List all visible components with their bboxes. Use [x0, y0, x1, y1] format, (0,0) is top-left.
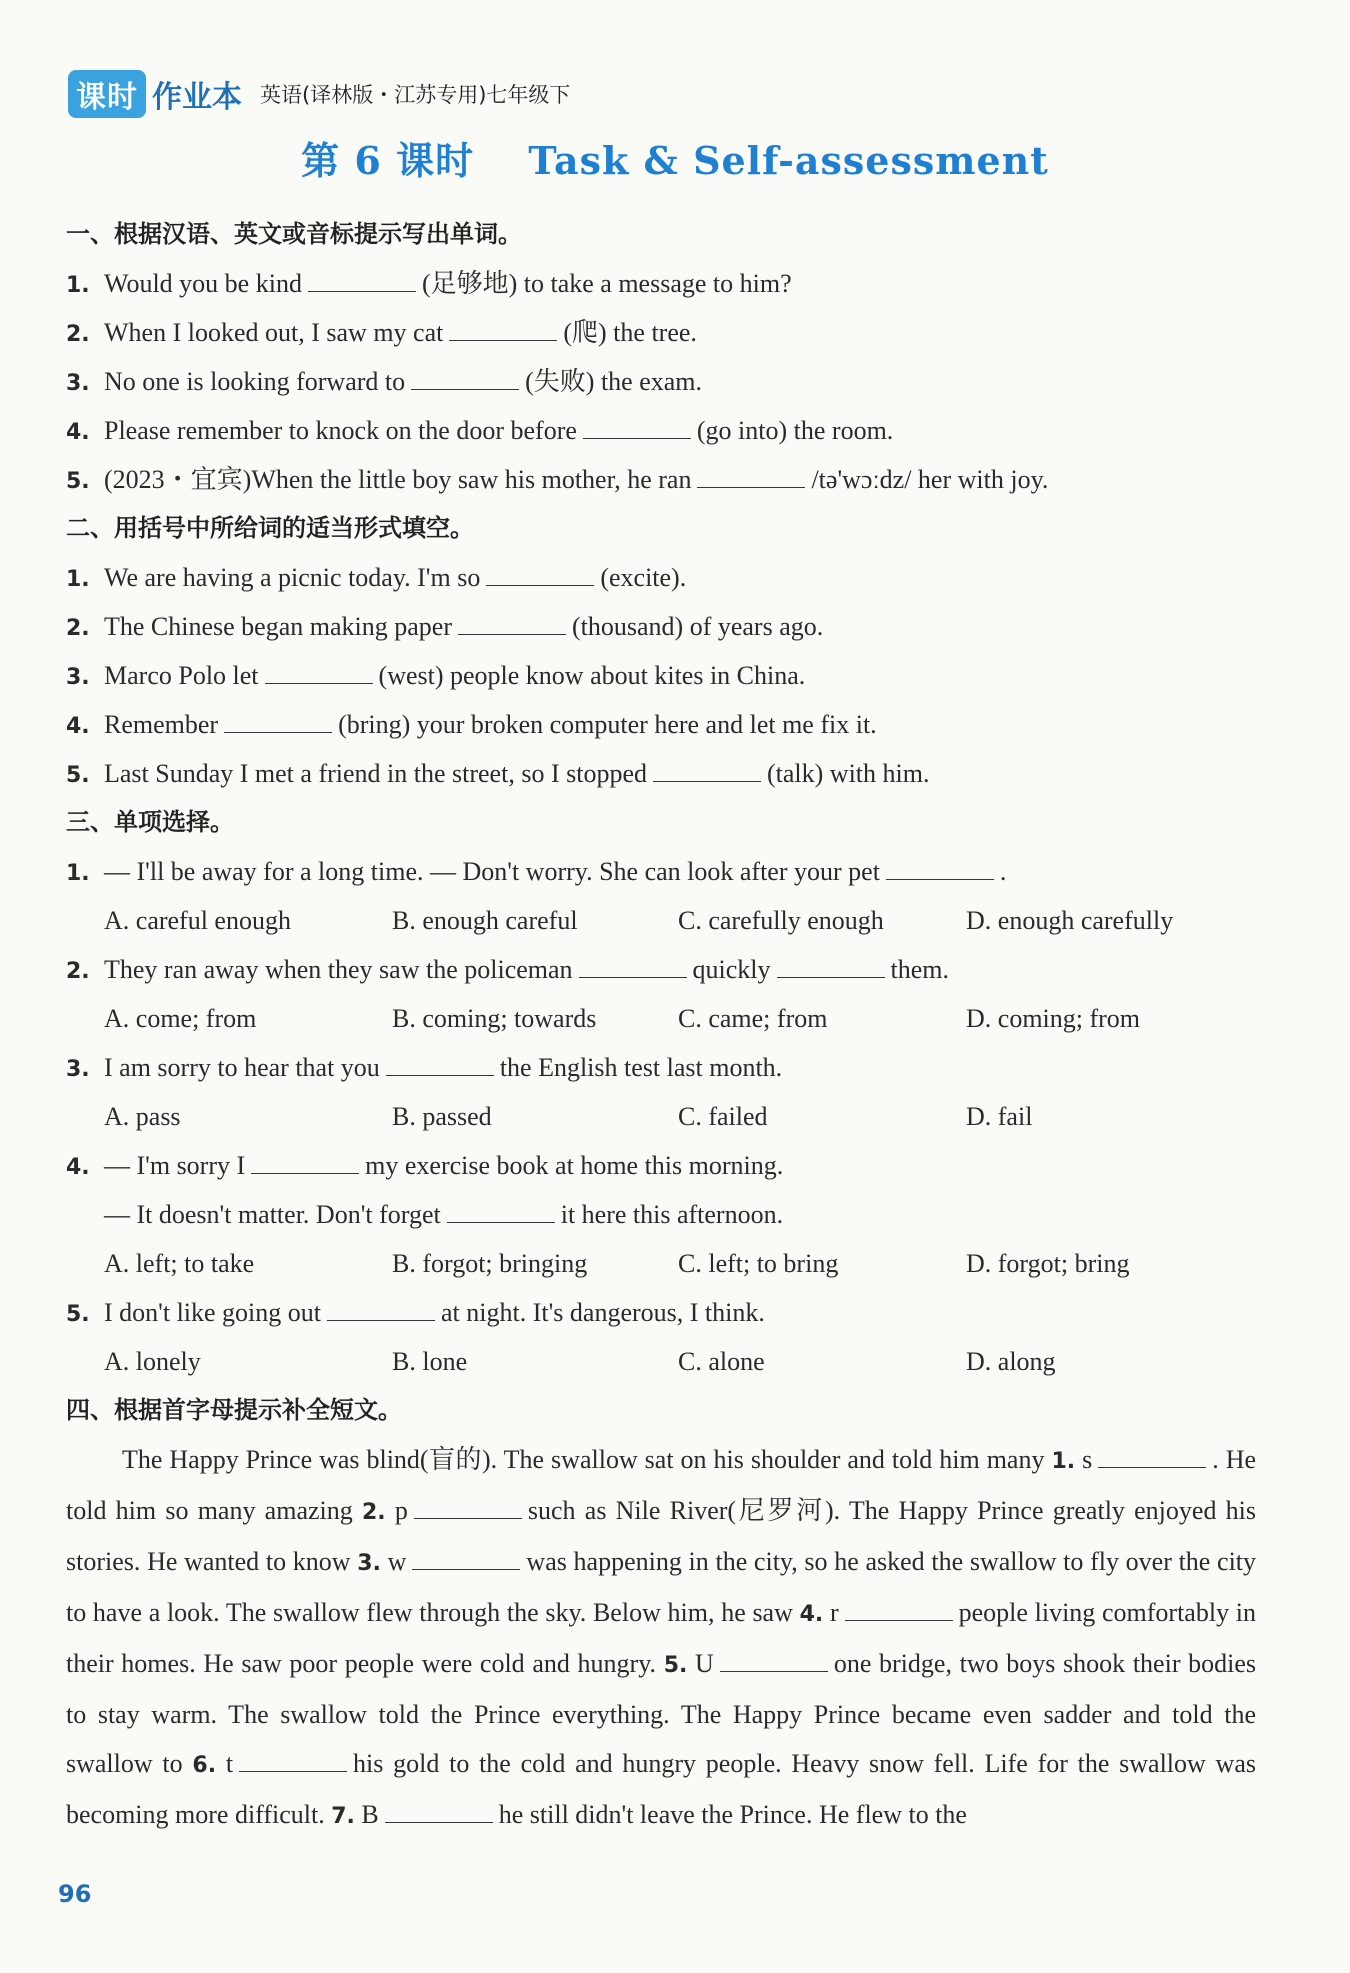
answer-blank[interactable]: [251, 1151, 359, 1174]
initial-letter: p: [394, 1496, 408, 1525]
answer-blank[interactable]: [239, 1749, 347, 1772]
answer-blank[interactable]: [386, 1053, 494, 1076]
question-line: [66, 602, 1256, 651]
blank-number: 7.: [331, 1804, 355, 1829]
question-number: 5.: [66, 1302, 90, 1327]
question-text: Last Sunday I met a friend in the street, so I stopped: [104, 759, 647, 788]
question-number: 5.: [66, 469, 90, 494]
question-text: (2023・宜宾)When the little boy saw his mother, he ran: [104, 465, 692, 494]
blank-number: 6.: [192, 1753, 217, 1778]
initial-letter: w: [387, 1547, 407, 1576]
initial-letter: s: [1082, 1445, 1093, 1474]
passage-text: one bridge, two boys shook their bodies to stay warm. The swallow told the Prince everything. The Happy Prince became even sadder and told the swallow to: [66, 1649, 1257, 1778]
question-number: 4.: [66, 714, 90, 739]
question-text: (bring) your broken computer here and let me fix it.: [338, 710, 877, 739]
question-text: The Chinese began making paper: [104, 612, 452, 641]
question-text: They ran away when they saw the policeman: [104, 955, 573, 984]
question-text: at night. It's dangerous, I think.: [441, 1298, 765, 1327]
option-d[interactable]: D. along: [966, 1347, 1056, 1376]
passage-text: people living comfortably in their homes. He saw poor people were cold and hungry.: [66, 1598, 1256, 1678]
question-text: Would you be kind: [104, 269, 302, 298]
answer-blank[interactable]: [583, 416, 691, 439]
answer-blank[interactable]: [411, 367, 519, 390]
answer-blank[interactable]: [486, 563, 594, 586]
question-text: the English test last month.: [499, 1053, 783, 1082]
answer-blank[interactable]: [720, 1649, 828, 1672]
answer-blank[interactable]: [653, 759, 761, 782]
passage-text: . He told him so many amazing: [66, 1445, 1257, 1525]
question-text: /tə'wɔːdz/ her with joy.: [811, 465, 1049, 494]
question-line: [66, 1288, 1256, 1337]
question-text: (爬) the tree.: [563, 318, 697, 347]
option-c[interactable]: C. alone: [678, 1347, 765, 1376]
options-row: [66, 1239, 1256, 1288]
option-b[interactable]: B. lone: [392, 1347, 468, 1376]
lesson-title: [0, 130, 1350, 185]
question-number: 1.: [66, 567, 90, 592]
question-line: [66, 357, 1256, 406]
question-text: — I'll be away for a long time. — Don't worry. She can look after your pet: [104, 857, 880, 886]
question-text: .: [999, 857, 1007, 886]
question-line: [66, 749, 1256, 798]
option-b[interactable]: B. coming; towards: [392, 1004, 597, 1033]
initial-letter: t: [225, 1749, 234, 1778]
option-d[interactable]: D. enough carefully: [966, 906, 1174, 935]
book-subtitle: 英语(译林版・江苏专用)七年级下: [260, 83, 571, 107]
answer-blank[interactable]: [414, 1496, 522, 1519]
exercise-content: [66, 210, 1256, 1841]
options-row: [66, 1337, 1256, 1386]
passage-text: was happening in the city, so he asked the swallow to fly over the city to have a look. The swallow flew through the sky. Below him, he saw: [66, 1547, 1257, 1627]
question-text: (thousand) of years ago.: [572, 612, 824, 641]
question-number: 3.: [66, 371, 90, 396]
question-line: [66, 308, 1256, 357]
passage-text: such as Nile River(尼罗河). The Happy Prince greatly enjoyed his stories. He wanted to know: [66, 1496, 1257, 1576]
question-text: — It doesn't matter. Don't forget: [104, 1200, 441, 1229]
answer-blank[interactable]: [327, 1298, 435, 1321]
question-line: [66, 847, 1256, 896]
question-text: (失败) the exam.: [525, 367, 703, 396]
question-text: When I looked out, I saw my cat: [104, 318, 444, 347]
question-number: 2.: [66, 616, 90, 641]
section-heading: 四、根据首字母提示补全短文。: [66, 1396, 402, 1424]
answer-blank[interactable]: [845, 1598, 953, 1621]
page-number: 96: [58, 1880, 92, 1908]
answer-blank[interactable]: [224, 710, 332, 733]
question-line: [66, 259, 1256, 308]
question-text: Please remember to knock on the door before: [104, 416, 577, 445]
initial-letter: U: [695, 1649, 714, 1678]
answer-blank[interactable]: [777, 955, 885, 978]
option-a[interactable]: A. lonely: [104, 1347, 201, 1376]
lesson-title-cn: 第 6 课时: [301, 138, 475, 183]
question-text: Remember: [104, 710, 219, 739]
question-line: [66, 700, 1256, 749]
initial-letter: r: [829, 1598, 839, 1627]
answer-blank[interactable]: [449, 318, 557, 341]
question-line: [66, 1141, 1256, 1190]
question-line: [66, 455, 1256, 504]
answer-blank[interactable]: [447, 1200, 555, 1223]
option-d[interactable]: D. coming; from: [966, 1004, 1141, 1033]
question-number: 5.: [66, 763, 90, 788]
question-text: (足够地) to take a message to him?: [421, 269, 792, 298]
question-text: — I'm sorry I: [104, 1151, 246, 1180]
question-number: 3.: [66, 1057, 90, 1082]
answer-blank[interactable]: [412, 1547, 520, 1570]
answer-blank[interactable]: [458, 612, 566, 635]
question-text: (excite).: [600, 563, 687, 592]
option-d[interactable]: D. forgot; bring: [966, 1249, 1130, 1278]
question-line: [66, 553, 1256, 602]
cloze-passage: [66, 1435, 1256, 1841]
option-a[interactable]: A. pass: [104, 1102, 181, 1131]
options-row: [66, 1092, 1256, 1141]
answer-blank[interactable]: [886, 857, 994, 880]
option-c[interactable]: C. left; to bring: [678, 1249, 839, 1278]
question-number: 2.: [66, 322, 90, 347]
answer-blank[interactable]: [697, 465, 805, 488]
question-number: 4.: [66, 1155, 90, 1180]
question-number: 1.: [66, 273, 90, 298]
option-b[interactable]: B. passed: [392, 1102, 492, 1131]
option-c[interactable]: C. came; from: [678, 1004, 828, 1033]
answer-blank[interactable]: [265, 661, 373, 684]
option-b[interactable]: B. forgot; bringing: [392, 1249, 588, 1278]
answer-blank[interactable]: [1098, 1445, 1206, 1468]
option-d[interactable]: D. fail: [966, 1102, 1033, 1131]
initial-letter: B: [361, 1800, 379, 1829]
option-c[interactable]: C. carefully enough: [678, 906, 884, 935]
options-row: [66, 896, 1256, 945]
blank-number: 1.: [1051, 1449, 1076, 1474]
option-c[interactable]: C. failed: [678, 1102, 768, 1131]
blank-number: 5.: [663, 1653, 688, 1678]
blank-number: 2.: [361, 1500, 386, 1525]
question-line: [66, 945, 1256, 994]
passage-text: he still didn't leave the Prince. He flew to the: [498, 1800, 967, 1829]
question-text: I am sorry to hear that you: [104, 1053, 380, 1082]
option-a[interactable]: A. left; to take: [104, 1249, 255, 1278]
blank-number: 4.: [799, 1602, 824, 1627]
question-text: quickly: [692, 955, 771, 984]
question-text: my exercise book at home this morning.: [365, 1151, 784, 1180]
question-text: (go into) the room.: [696, 416, 894, 445]
brand-name: 作业本: [152, 80, 242, 115]
answer-blank[interactable]: [308, 269, 416, 292]
question-text: Marco Polo let: [104, 661, 259, 690]
lesson-title-en: Task & Self-assessment: [528, 138, 1049, 183]
brand-header: [68, 70, 570, 118]
question-line: [66, 651, 1256, 700]
answer-blank[interactable]: [579, 955, 687, 978]
option-a[interactable]: A. careful enough: [104, 906, 291, 935]
question-line: [66, 1043, 1256, 1092]
section-heading: 三、单项选择。: [66, 808, 234, 836]
question-text: it here this afternoon.: [560, 1200, 784, 1229]
option-a[interactable]: A. come; from: [104, 1004, 257, 1033]
section-heading: 二、用括号中所给词的适当形式填空。: [66, 514, 474, 542]
option-b[interactable]: B. enough careful: [392, 906, 578, 935]
question-text: (talk) with him.: [766, 759, 930, 788]
question-line: [66, 406, 1256, 455]
question-text: them.: [890, 955, 950, 984]
question-line: [66, 1190, 1256, 1239]
question-number: 3.: [66, 665, 90, 690]
options-row: [66, 994, 1256, 1043]
section-heading: 一、根据汉语、英文或音标提示写出单词。: [66, 220, 522, 248]
passage-text: The Happy Prince was blind(盲的). The swallow sat on his shoulder and told him many: [122, 1445, 1045, 1474]
question-number: 2.: [66, 959, 90, 984]
answer-blank[interactable]: [385, 1800, 493, 1823]
question-text: We are having a picnic today. I'm so: [104, 563, 481, 592]
question-text: I don't like going out: [104, 1298, 322, 1327]
passage-text: his gold to the cold and hungry people. Heavy snow fell. Life for the swallow was becoming more difficult.: [66, 1749, 1256, 1829]
question-number: 4.: [66, 420, 90, 445]
question-text: (west) people know about kites in China.: [378, 661, 806, 690]
question-number: 1.: [66, 861, 90, 886]
blank-number: 3.: [357, 1551, 381, 1576]
brand-logo: 课时: [68, 70, 146, 118]
question-text: No one is looking forward to: [104, 367, 406, 396]
